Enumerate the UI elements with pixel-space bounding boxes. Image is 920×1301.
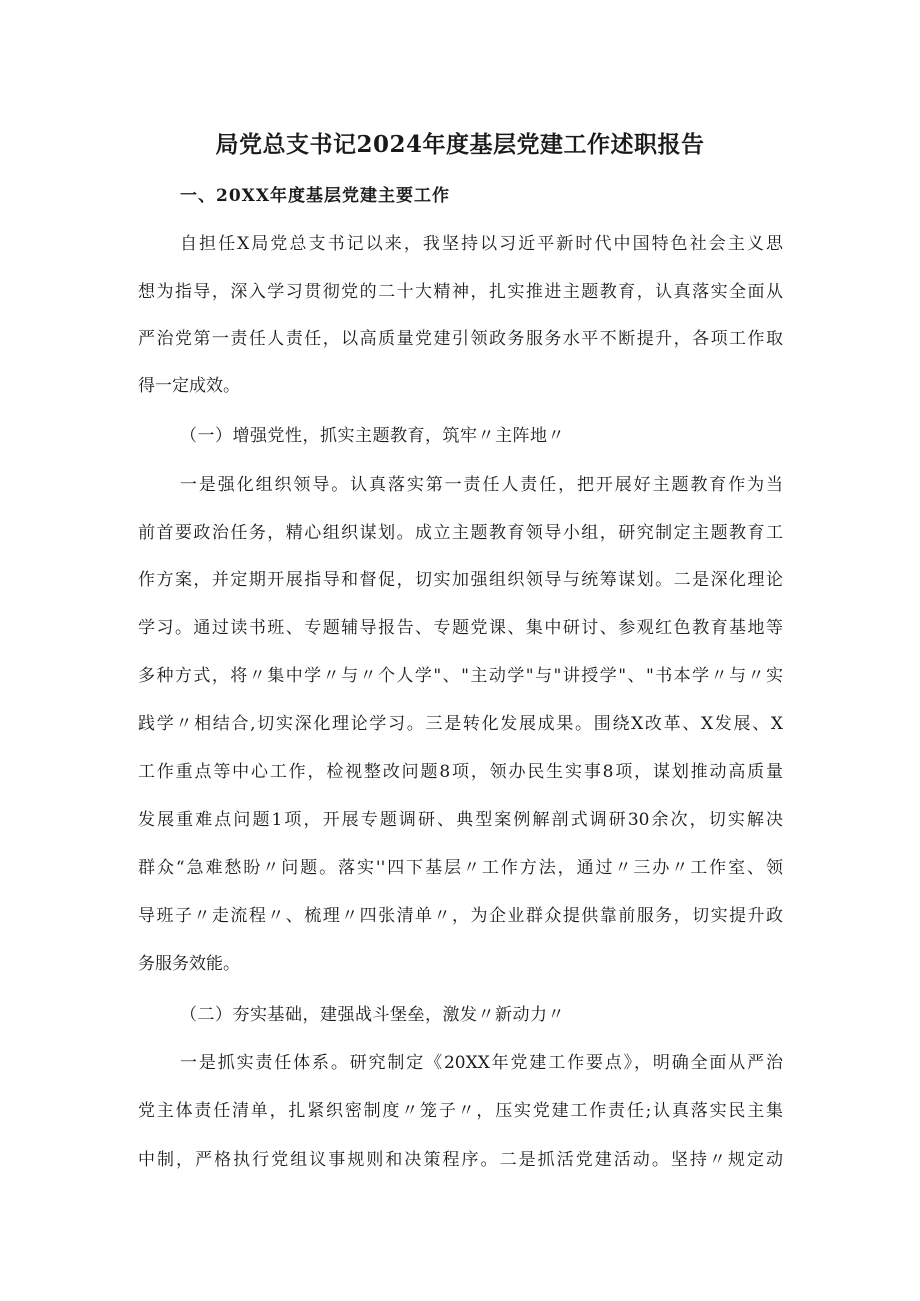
paragraph-line: 务服务效能。	[138, 954, 240, 974]
paragraph-line: 得一定成效。	[138, 376, 240, 396]
paragraph-line: 党主体责任清单，扎紧织密制度〃笼子〃，压实党建工作责任;认真落实民主集	[138, 1101, 783, 1121]
document-title: 局党总支书记2024年度基层党建工作述职报告	[215, 131, 705, 158]
paragraph-line: 自担任X局党总支书记以来，我坚持以习近平新时代中国特色社会主义思	[180, 234, 783, 254]
paragraph-line: 发展重难点问题1项，开展专题调研、典型案例解剖式调研30余次，切实解决	[138, 810, 783, 830]
paragraph-line: 工作重点等中心工作，检视整改问题8项，领办民生实事8项，谋划推动高质量	[138, 762, 783, 782]
paragraph-line: 践学〃相结合,切实深化理论学习。三是转化发展成果。围绕X改革、X发展、X	[138, 714, 783, 734]
paragraph-line: 作方案，并定期开展指导和督促，切实加强组织领导与统筹谋划。二是深化理论	[138, 570, 783, 590]
section-heading-1: 一、20XX年度基层党建主要工作	[180, 186, 451, 206]
paragraph-line: 多种方式，将〃集中学〃与〃个人学"、"主动学"与"讲授学"、"书本学〃与〃实	[138, 666, 783, 686]
paragraph-line: 想为指导，深入学习贯彻党的二十大精神，扎实推进主题教育，认真落实全面从	[138, 282, 783, 302]
subsection-heading-2: （二）夯实基础，建强战斗堡垒，激发〃新动力〃	[180, 1005, 565, 1025]
paragraph-line: 前首要政治任务，精心组织谋划。成立主题教育领导小组，研究制定主题教育工	[138, 523, 783, 543]
paragraph-line: 群众“急难愁盼〃问题。落实''四下基层〃工作方法，通过〃三办〃工作室、领	[138, 858, 783, 878]
paragraph-line: 严治党第一责任人责任，以高质量党建引领政务服务水平不断提升，各项工作取	[138, 329, 783, 349]
paragraph-line: 导班子〃走流程〃、梳理〃四张清单〃，为企业群众提供靠前服务，切实提升政	[138, 906, 783, 926]
paragraph-line: 中制，严格执行党组议事规则和决策程序。二是抓活党建活动。坚持〃规定动	[138, 1150, 783, 1170]
paragraph-line: 学习。通过读书班、专题辅导报告、专题党课、集中研讨、参观红色教育基地等	[138, 618, 783, 638]
subsection-heading-1: （一）增强党性，抓实主题教育，筑牢〃主阵地〃	[180, 426, 565, 446]
paragraph-line: 一是强化组织领导。认真落实第一责任人责任，把开展好主题教育作为当	[180, 475, 783, 495]
paragraph-line: 一是抓实责任体系。研究制定《20XX年党建工作要点》，明确全面从严治	[180, 1053, 783, 1073]
